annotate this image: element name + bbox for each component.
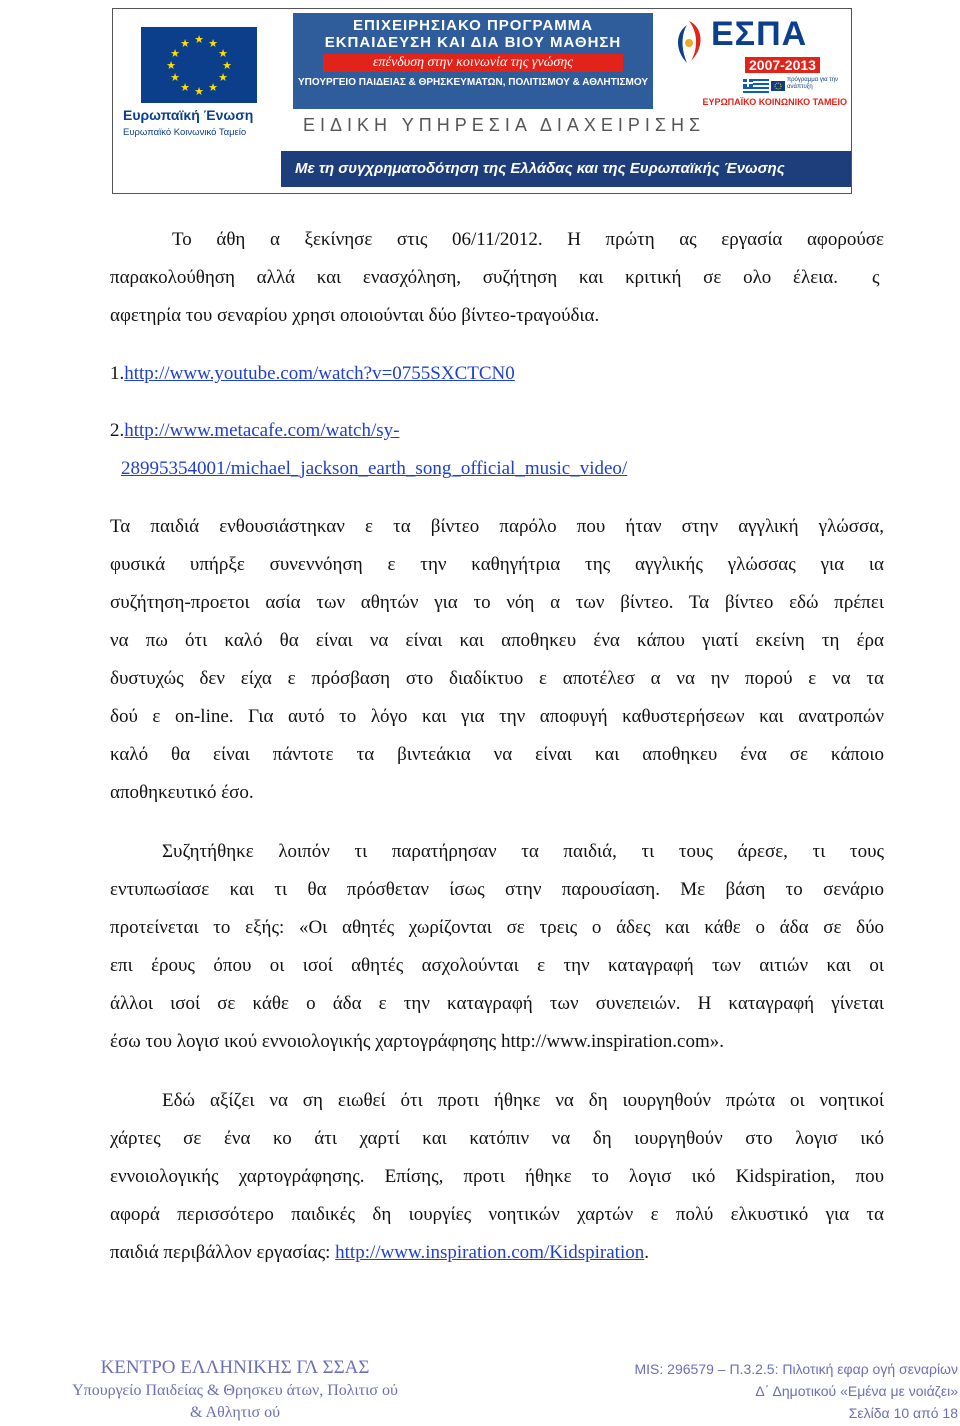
programme-slogan: επένδυση στην κοινωνία της γνώσης	[323, 54, 623, 72]
paragraph-2-line-1: Τα παιδιά ενθουσιάστηκαν ε τα βίντεο παρόλο που ήταν στην αγγλική γλώσσα,	[110, 516, 884, 537]
paragraph-2-line-2: φυσικά υπήρξε συνεννόηση ε την καθηγήτρια της αγγλικής γλώσσας για ια	[110, 554, 884, 575]
espa-fund-label: ΕΥΡΩΠΑΪΚΟ ΚΟΙΝΩΝΙΚΟ ΤΑΜΕΙΟ	[702, 97, 847, 107]
link-item-1-number: 1.	[110, 363, 125, 384]
paragraph-1-line-1: Το άθη α ξεκίνησε στις 06/11/2012. Η πρώτη ας εργασία αφορούσε	[172, 229, 884, 250]
svg-text:★: ★	[218, 47, 228, 60]
metacafe-link[interactable]: http://www.metacafe.com/watch/sy-	[124, 420, 400, 441]
programme-logo	[293, 13, 653, 109]
paragraph-4-line-5-period: .	[644, 1242, 649, 1263]
footer-mis: MIS: 296579 – Π.3.2.5: Πιλοτική εφαρ ογή σεναρίων	[634, 1361, 958, 1377]
eu-name: Ευρωπαϊκή Ένωση	[123, 107, 254, 123]
link-item-2-continued	[121, 457, 627, 481]
eu-logo	[113, 9, 281, 149]
svg-text:★: ★	[170, 71, 180, 84]
ministry-label: ΥΠΟΥΡΓΕΙΟ ΠΑΙΔΕΙΑΣ & ΘΡΗΣΚΕΥΜΑΤΩΝ, ΠΟΛΙΤΙΣΜΟΥ & ΑΘΛΗΤΙΣΜΟΥ	[298, 77, 648, 88]
espa-tagline: πρόγραμμα για την ανάπτυξη	[787, 77, 838, 90]
paragraph-4-line-4: αφορά περισσότερο παιδικές δη ιουργίες νοητικών χαρτών ε πολύ ελκυστικό για τα	[110, 1204, 884, 1225]
eu-flag-icon	[141, 27, 257, 103]
footer-left	[0, 1356, 470, 1424]
programme-title-line1: ΕΠΙΧΕΙΡΗΣΙΑΚΟ ΠΡΟΓΡΑΜΜΑ	[352, 17, 594, 34]
paragraph-2-line-4: να πω ότι καλό θα είναι να είναι και αποθηκευ ένα κάπου γιατί εκείνη τη έρα	[110, 630, 884, 651]
paragraph-3-line-5: άλλοι ισοί σε κάθε ο άδα ε την καταγραφή των συνεπειών. Η καταγραφή γίνεται	[110, 993, 884, 1014]
eu-fund-label: Ευρωπαϊκό Κοινωνικό Ταμείο	[123, 127, 247, 138]
paragraph-2-line-3: συζήτηση-προετοι ασία των αθητών για το νόη α των βίντεο. Τα βίντεο εδώ πρέπει	[110, 592, 884, 613]
programme-title-line2: ΕΚΠΑΙΔΕΥΣΗ ΚΑΙ ΔΙΑ ΒΙΟΥ ΜΑΘΗΣΗ	[324, 34, 622, 51]
espa-logo	[669, 13, 847, 109]
svg-text:★: ★	[218, 71, 228, 84]
link-item-2-number: 2.	[110, 420, 125, 441]
paragraph-2-line-5: δυστυχώς δεν είχα ε πρόσβαση στο διαδίκτυο ε αποτέλεσ α να ην πορού ε να τα	[110, 668, 884, 689]
svg-text:★: ★	[166, 59, 176, 72]
footer-right	[635, 1358, 959, 1424]
paragraph-4-line-5	[110, 1241, 649, 1265]
paragraph-4-line-5-text: παιδιά περιβάλλον εργασίας:	[110, 1242, 336, 1263]
paragraph-3-line-2: εντυπωσίασε και τι θα πρόσθεταν ίσως στην παρουσίαση. Με βάση το σενάριο	[110, 879, 884, 900]
footer-center-name: ΚΕΝΤΡΟ ΕΛΛΗΝΙΚΗΣ ΓΛ ΣΣΑΣ	[100, 1357, 370, 1378]
paragraph-4-line-3: εννοιολογικής χαρτογράφησης. Επίσης, προτι ήθηκε το λογισ ικό Kidspiration, που	[110, 1166, 884, 1187]
svg-text:★: ★	[194, 85, 204, 98]
paragraph-3-line-6: έσω του λογισ ικού εννοιολογικής χαρτογράφησης http://www.inspiration.com».	[110, 1031, 725, 1052]
svg-text:★: ★	[180, 81, 190, 94]
link-item-1	[110, 362, 515, 386]
greek-flag-icon	[743, 79, 769, 95]
eu-small-flag-icon	[771, 81, 785, 91]
link-item-2	[110, 419, 399, 443]
metacafe-link-continued[interactable]: 28995354001/michael_jackson_earth_song_official_music_video/	[121, 458, 628, 479]
paragraph-3-line-4: επι έρους όπου οι ισοί αθητές ασχολούνται ε την καταγραφή των αιτιών και οι	[110, 955, 884, 976]
svg-text:★: ★	[180, 37, 190, 50]
footer-page-number: Σελίδα 10 από 18	[848, 1405, 958, 1421]
footer-ministry-continued: & Αθλητισ ού	[189, 1404, 281, 1421]
paragraph-2-line-6: δού ε on-line. Για αυτό το λόγο και για την αποφυγή καθυστερήσεων και ανατροπών	[110, 706, 884, 727]
svg-text:★: ★	[222, 59, 232, 72]
special-service-label: ΕΙΔΙΚΗ ΥΠΗΡΕΣΙΑ ΔΙΑΧΕΙΡΙΣΗΣ	[303, 115, 706, 135]
kidspiration-link[interactable]: http://www.inspiration.com/Kidspiration	[335, 1242, 645, 1263]
footer-school: Δ΄ Δημοτικού «Εμένα με νοιάζει»	[755, 1383, 958, 1399]
paragraph-1-line-3: αφετηρία του σεναρίου χρησι οποιούνται δύο βίντεο-τραγούδια.	[110, 305, 600, 326]
cofunding-bar: Με τη συγχρηματοδότηση της Ελλάδας και της Ευρωπαϊκής Ένωσης	[281, 151, 851, 187]
footer-ministry: Υπουργείο Παιδείας & Θρησκευ άτων, Πολιτισ ού	[72, 1382, 398, 1399]
svg-text:★: ★	[170, 47, 180, 60]
youtube-link[interactable]: http://www.youtube.com/watch?v=0755SXCTCN0	[124, 363, 515, 384]
paragraph-4-line-2: χάρτες σε ένα κο άτι χαρτί και κατόπιν να δη ιουργηθούν στο λογισ ικό	[110, 1128, 884, 1149]
svg-text:★: ★	[194, 33, 204, 46]
espa-title: ΕΣΠΑ	[711, 15, 808, 53]
svg-text:★: ★	[208, 37, 218, 50]
paragraph-1-fragment: ς	[872, 267, 880, 288]
header-banner	[112, 8, 852, 194]
svg-text:★: ★	[208, 81, 218, 94]
paragraph-2-line-7: καλό θα είναι πάντοτε τα βιντεάκια να είναι και αποθηκευ ένα σε κάποιο	[110, 744, 884, 765]
paragraph-1-line-2: παρακολούθηση αλλά και ενασχόληση, συζήτηση και κριτική σε ολο έλεια.	[110, 267, 838, 288]
espa-years: 2007-2013	[745, 57, 820, 73]
paragraph-2-line-8: αποθηκευτικό έσο.	[110, 782, 254, 803]
espa-swirl-icon	[669, 17, 709, 67]
paragraph-4-line-1: Εδώ αξίζει να ση ειωθεί ότι προτι ήθηκε να δη ιουργηθούν πρώτα οι νοητικοί	[162, 1090, 884, 1111]
paragraph-3-line-1: Συζητήθηκε λοιπόν τι παρατήρησαν τα παιδιά, τι τους άρεσε, τι τους	[162, 841, 884, 862]
paragraph-3-line-3: προτείνεται το εξής: «Οι αθητές χωρίζονται σε τρεις ο άδες και κάθε ο άδα σε δύο	[110, 917, 884, 938]
